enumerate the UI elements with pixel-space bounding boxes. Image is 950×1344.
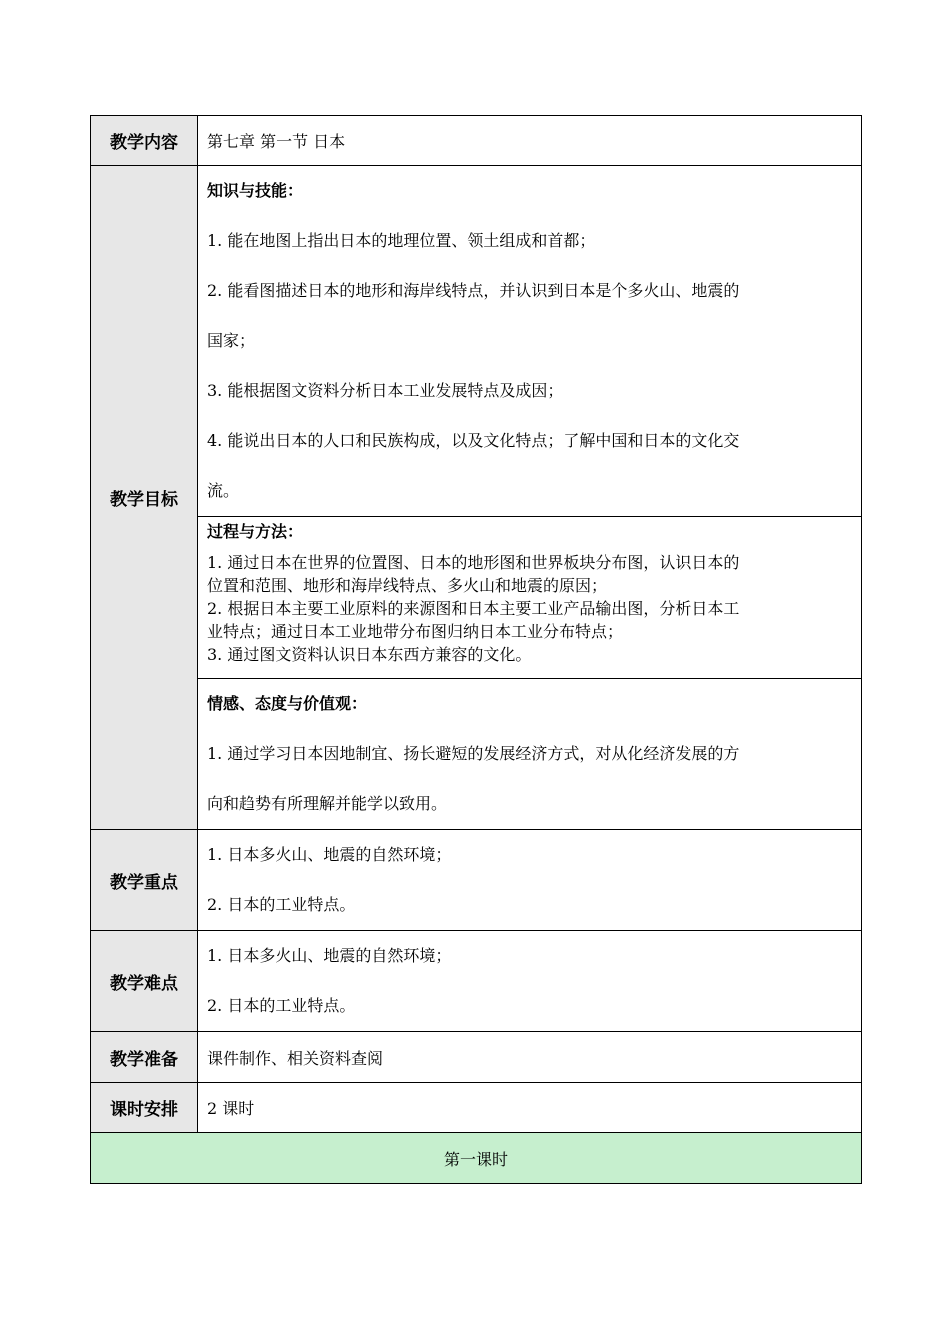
emotion-heading: 情感、态度与价值观： xyxy=(207,694,368,713)
row-goals-process xyxy=(91,517,862,679)
label-teaching-content: 教学内容 xyxy=(91,116,198,166)
lesson-title: 第一课时 xyxy=(91,1133,862,1184)
label-schedule: 课时安排 xyxy=(91,1083,198,1133)
row-lesson-title xyxy=(91,1133,862,1184)
difficulty-line: 1. 日本多火山、地震的自然环境； xyxy=(207,946,452,965)
process-line: 3. 通过图文资料认识日本东西方兼容的文化。 xyxy=(207,645,532,664)
lesson-plan-table xyxy=(90,115,862,1184)
label-key-points: 教学重点 xyxy=(91,830,198,931)
goals-emotion-cell xyxy=(198,679,862,830)
row-teaching-content xyxy=(91,116,862,166)
value-teaching-content: 第七章 第一节 日本 xyxy=(198,116,862,166)
knowledge-line: 1. 能在地图上指出日本的地理位置、领土组成和首都； xyxy=(207,231,596,250)
value-schedule: 2 课时 xyxy=(198,1083,862,1133)
goals-knowledge-cell xyxy=(198,166,862,517)
row-preparation xyxy=(91,1032,862,1083)
emotion-line: 向和趋势有所理解并能学以致用。 xyxy=(207,794,448,813)
process-line: 位置和范围、地形和海岸线特点、多火山和地震的原因； xyxy=(207,576,608,595)
row-goals-knowledge xyxy=(91,166,862,517)
knowledge-line: 4. 能说出日本的人口和民族构成，以及文化特点；了解中国和日本的文化交 xyxy=(207,431,740,450)
row-goals-emotion xyxy=(91,679,862,830)
knowledge-line: 2. 能看图描述日本的地形和海岸线特点，并认识到日本是个多火山、地震的 xyxy=(207,281,740,300)
process-line: 2. 根据日本主要工业原料的来源图和日本主要工业产品输出图，分析日本工 xyxy=(207,599,740,618)
knowledge-line: 3. 能根据图文资料分析日本工业发展特点及成因； xyxy=(207,381,564,400)
process-line: 1. 通过日本在世界的位置图、日本的地形图和世界板块分布图，认识日本的 xyxy=(207,553,740,572)
difficulties-cell xyxy=(198,931,862,1032)
process-heading: 过程与方法： xyxy=(207,522,304,541)
row-schedule xyxy=(91,1083,862,1133)
label-difficulties: 教学难点 xyxy=(91,931,198,1032)
emotion-line: 1. 通过学习日本因地制宜、扬长避短的发展经济方式，对从化经济发展的方 xyxy=(207,744,740,763)
key-point-line: 2. 日本的工业特点。 xyxy=(207,895,356,914)
knowledge-line: 国家； xyxy=(207,331,256,350)
value-preparation: 课件制作、相关资料查阅 xyxy=(198,1032,862,1083)
key-point-line: 1. 日本多火山、地震的自然环境； xyxy=(207,845,452,864)
process-line: 业特点；通过日本工业地带分布图归纳日本工业分布特点； xyxy=(207,622,624,641)
knowledge-line: 流。 xyxy=(207,481,240,500)
key-points-cell xyxy=(198,830,862,931)
row-difficulties xyxy=(91,931,862,1032)
row-key-points xyxy=(91,830,862,931)
knowledge-heading: 知识与技能： xyxy=(207,181,304,200)
label-teaching-goals: 教学目标 xyxy=(91,166,198,830)
label-preparation: 教学准备 xyxy=(91,1032,198,1083)
difficulty-line: 2. 日本的工业特点。 xyxy=(207,996,356,1015)
goals-process-cell xyxy=(198,517,862,679)
